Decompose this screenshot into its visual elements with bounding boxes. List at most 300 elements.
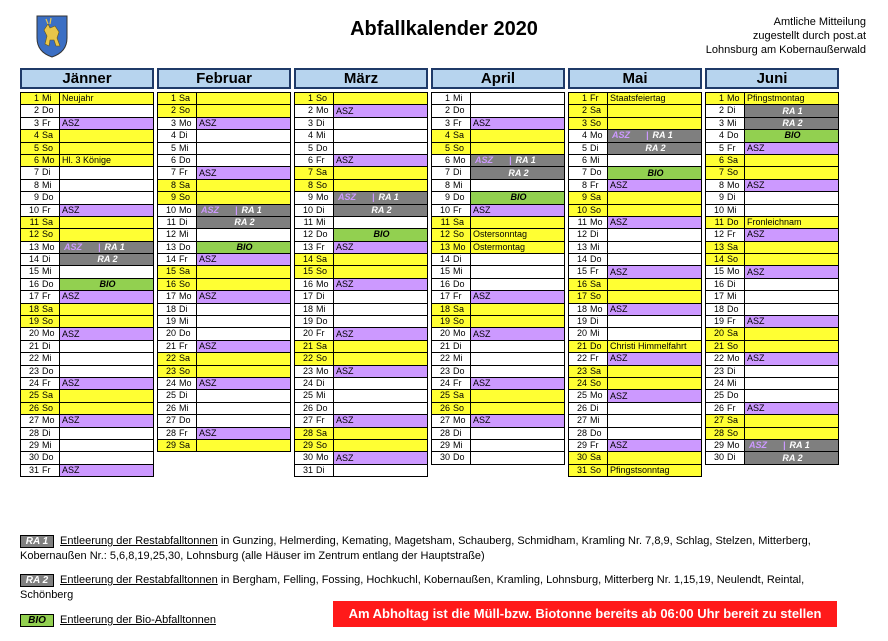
day-row <box>705 290 839 303</box>
event-empty <box>470 217 564 228</box>
event-empty <box>333 217 427 228</box>
day-number: 11 <box>714 216 724 227</box>
day-number: 16 <box>302 278 313 289</box>
event-empty <box>333 93 427 104</box>
day-row <box>294 427 428 440</box>
day-number: 28 <box>576 427 587 438</box>
day-number: 10 <box>28 204 39 215</box>
weekday: Mo <box>316 365 329 376</box>
weekday: Do <box>590 254 602 265</box>
weekday: Sa <box>727 241 739 252</box>
weekday: Do <box>727 303 739 314</box>
weekday: Do <box>179 415 191 426</box>
weekday: Di <box>42 167 51 178</box>
event-asz-label: ASZ <box>60 242 98 253</box>
weekday: Do <box>316 142 328 153</box>
weekday: Mi <box>316 390 326 401</box>
weekday: So <box>42 142 54 153</box>
event-ra: RA 2 <box>59 254 153 265</box>
day-number: 21 <box>28 340 39 351</box>
day-number: 27 <box>165 415 176 426</box>
day-row <box>431 191 565 204</box>
weekday: Fr <box>42 377 51 388</box>
weekday: Sa <box>316 254 328 265</box>
day-row <box>431 253 565 266</box>
weekday: Fr <box>590 266 599 277</box>
legend-bio <box>20 613 216 628</box>
day-row <box>20 265 154 278</box>
event-ra: RA 2 <box>196 217 290 228</box>
day-row <box>157 204 291 217</box>
event-empty <box>470 366 564 377</box>
weekday: Sa <box>179 179 191 190</box>
event-empty <box>607 118 701 129</box>
weekday: Do <box>179 154 191 165</box>
day-number: 31 <box>28 464 39 475</box>
event-combo <box>333 192 427 203</box>
day-number: 10 <box>576 204 587 215</box>
event-empty <box>59 167 153 178</box>
weekday: Di <box>453 254 462 265</box>
event-empty <box>196 180 290 191</box>
event-empty <box>470 279 564 290</box>
calendar-grid <box>20 68 855 510</box>
event-ra: RA 1 <box>744 105 838 116</box>
weekday: Sa <box>316 427 328 438</box>
month-column <box>157 68 291 452</box>
day-row <box>705 216 839 229</box>
weekday: So <box>179 278 191 289</box>
day-row <box>20 216 154 229</box>
day-number: 3 <box>307 117 313 128</box>
day-number: 18 <box>713 303 724 314</box>
day-number: 23 <box>28 365 39 376</box>
day-number: 15 <box>576 266 587 277</box>
day-number: 16 <box>165 278 176 289</box>
day-number: 15 <box>28 266 39 277</box>
weekday: Fr <box>453 377 462 388</box>
day-number: 8 <box>718 179 724 190</box>
day-row <box>568 129 702 142</box>
day-row <box>294 315 428 328</box>
event-empty <box>744 428 838 439</box>
weekday: So <box>453 229 465 240</box>
event-empty <box>196 279 290 290</box>
day-row <box>705 315 839 328</box>
weekday: So <box>316 353 328 364</box>
day-row <box>294 179 428 192</box>
day-number: 4 <box>33 130 39 141</box>
event-empty <box>196 266 290 277</box>
day-number: 17 <box>302 291 313 302</box>
event-hol: Christi Himmelfahrt <box>607 341 701 352</box>
day-row <box>568 464 702 477</box>
day-number: 2 <box>33 105 39 116</box>
event-empty <box>196 130 290 141</box>
event-empty <box>196 143 290 154</box>
weekday: Fr <box>316 328 325 339</box>
event-empty <box>333 167 427 178</box>
event-asz: ASZ <box>744 229 838 240</box>
day-number: 12 <box>713 229 724 240</box>
day-row <box>568 303 702 316</box>
day-row <box>294 104 428 117</box>
legend-title: Entleerung der Restabfalltonnen <box>60 574 218 586</box>
day-number: 28 <box>439 427 450 438</box>
event-empty <box>744 291 838 302</box>
event-hol: Hl. 3 Könige <box>59 155 153 166</box>
event-hol: Ostersonntag <box>470 229 564 240</box>
weekday: Mi <box>590 154 600 165</box>
weekday: Sa <box>42 216 54 227</box>
day-number: 21 <box>165 340 176 351</box>
event-empty <box>59 180 153 191</box>
weekday: So <box>727 427 739 438</box>
day-row <box>20 352 154 365</box>
day-number: 13 <box>165 241 176 252</box>
day-number: 1 <box>307 93 313 103</box>
weekday: Mi <box>42 353 52 364</box>
legend-ra1 <box>20 534 811 564</box>
event-asz: ASZ <box>333 105 427 116</box>
day-number: 13 <box>439 241 450 252</box>
day-number: 27 <box>28 415 39 426</box>
day-row <box>294 303 428 316</box>
day-row <box>705 427 839 440</box>
day-row <box>157 352 291 365</box>
event-asz: ASZ <box>196 428 290 439</box>
event-hol: Neujahr <box>59 93 153 104</box>
day-number: 4 <box>444 130 450 141</box>
weekday: So <box>179 192 191 203</box>
day-number: 8 <box>444 179 450 190</box>
weekday: Mo <box>316 452 329 463</box>
event-asz-label: ASZ <box>608 130 646 141</box>
day-row <box>568 179 702 192</box>
day-row <box>157 402 291 415</box>
weekday: Mi <box>453 179 463 190</box>
day-row <box>157 228 291 241</box>
event-empty <box>607 452 701 463</box>
day-row <box>20 340 154 353</box>
event-bio: BIO <box>470 192 564 203</box>
day-number: 29 <box>576 439 587 450</box>
day-number: 5 <box>581 142 587 153</box>
day-row <box>431 92 565 105</box>
weekday: Fr <box>179 427 188 438</box>
day-number: 5 <box>170 142 176 153</box>
day-row <box>20 191 154 204</box>
event-empty <box>470 143 564 154</box>
weekday: So <box>316 439 328 450</box>
day-row <box>705 402 839 415</box>
weekday: Sa <box>590 105 602 116</box>
event-empty <box>470 440 564 451</box>
day-row <box>157 129 291 142</box>
weekday: Do <box>453 278 465 289</box>
legend-title: Entleerung der Bio-Abfalltonnen <box>60 614 216 626</box>
day-number: 9 <box>581 192 587 203</box>
day-row <box>294 327 428 340</box>
day-row <box>20 179 154 192</box>
day-row <box>705 191 839 204</box>
day-number: 4 <box>718 130 724 141</box>
day-row <box>705 377 839 390</box>
event-asz: ASZ <box>333 366 427 377</box>
separator: | <box>98 241 101 252</box>
event-asz: ASZ <box>196 167 290 178</box>
event-asz: ASZ <box>607 217 701 228</box>
day-row <box>568 439 702 452</box>
day-row <box>157 414 291 427</box>
day-row <box>568 117 702 130</box>
day-row <box>157 216 291 229</box>
day-number: 20 <box>302 328 313 339</box>
day-number: 17 <box>439 291 450 302</box>
separator: | <box>372 192 375 203</box>
day-row <box>294 117 428 130</box>
day-row <box>431 278 565 291</box>
event-asz: ASZ <box>470 415 564 426</box>
weekday: Do <box>42 452 54 463</box>
day-row <box>431 228 565 241</box>
day-row <box>294 241 428 254</box>
weekday: Di <box>316 204 325 215</box>
weekday: Sa <box>453 130 465 141</box>
weekday: Do <box>42 365 54 376</box>
event-empty <box>196 155 290 166</box>
event-asz: ASZ <box>333 452 427 463</box>
day-row <box>157 365 291 378</box>
month-column <box>431 68 565 465</box>
event-asz: ASZ <box>470 328 564 339</box>
day-number: 8 <box>307 179 313 190</box>
event-empty <box>59 192 153 203</box>
event-empty <box>607 155 701 166</box>
day-number: 6 <box>444 154 450 165</box>
weekday: Di <box>453 167 462 178</box>
day-row <box>20 104 154 117</box>
legend-title: Entleerung der Restabfalltonnen <box>60 535 218 547</box>
day-row <box>294 352 428 365</box>
day-row <box>157 327 291 340</box>
event-hol: Pfingstsonntag <box>607 465 701 476</box>
weekday: Mo <box>316 278 329 289</box>
day-row <box>431 303 565 316</box>
event-asz: ASZ <box>196 378 290 389</box>
day-number: 11 <box>166 216 176 227</box>
event-asz: ASZ <box>196 341 290 352</box>
day-number: 6 <box>33 154 39 165</box>
weekday: Di <box>727 278 736 289</box>
day-number: 25 <box>576 390 587 401</box>
day-number: 20 <box>165 328 176 339</box>
weekday: Mi <box>727 291 737 302</box>
day-number: 11 <box>577 216 587 227</box>
day-row <box>705 327 839 340</box>
day-number: 11 <box>440 216 450 227</box>
day-row <box>294 204 428 217</box>
day-number: 8 <box>33 179 39 190</box>
weekday: Mo <box>42 154 55 165</box>
event-empty <box>744 242 838 253</box>
weekday: Mo <box>727 93 740 103</box>
day-row <box>705 104 839 117</box>
day-number: 13 <box>576 241 587 252</box>
day-row <box>705 451 839 464</box>
event-empty <box>470 304 564 315</box>
weekday: Do <box>179 241 191 252</box>
day-number: 7 <box>581 167 587 178</box>
event-asz-label: ASZ <box>334 192 372 203</box>
day-number: 6 <box>307 154 313 165</box>
day-row <box>157 253 291 266</box>
weekday: Sa <box>316 167 328 178</box>
weekday: Mi <box>179 316 189 327</box>
day-number: 21 <box>576 340 587 351</box>
day-row <box>20 92 154 105</box>
event-ra: RA 2 <box>333 205 427 216</box>
day-row <box>157 117 291 130</box>
event-asz: ASZ <box>196 254 290 265</box>
weekday: Mi <box>316 303 326 314</box>
day-number: 4 <box>170 130 176 141</box>
day-number: 9 <box>33 192 39 203</box>
event-empty <box>333 316 427 327</box>
event-empty <box>59 390 153 401</box>
day-number: 18 <box>302 303 313 314</box>
day-number: 15 <box>165 266 176 277</box>
day-number: 14 <box>165 254 176 265</box>
weekday: Mo <box>179 291 192 302</box>
day-number: 15 <box>302 266 313 277</box>
day-row <box>431 204 565 217</box>
weekday: Mi <box>316 130 326 141</box>
event-empty <box>59 304 153 315</box>
day-number: 19 <box>439 316 450 327</box>
day-row <box>20 303 154 316</box>
month-header: Juni <box>705 68 839 89</box>
event-empty <box>333 465 427 476</box>
month-column <box>294 68 428 477</box>
day-row <box>568 427 702 440</box>
day-row <box>431 414 565 427</box>
day-number: 28 <box>28 427 39 438</box>
event-asz-label: ASZ <box>197 205 235 216</box>
day-number: 5 <box>307 142 313 153</box>
weekday: Mo <box>590 303 603 314</box>
day-row <box>431 427 565 440</box>
weekday: Mi <box>42 179 52 190</box>
event-empty <box>744 304 838 315</box>
day-row <box>568 340 702 353</box>
day-row <box>294 402 428 415</box>
day-number: 14 <box>713 254 724 265</box>
weekday: Di <box>316 377 325 388</box>
day-number: 22 <box>439 353 450 364</box>
weekday: Mo <box>42 328 55 339</box>
event-empty <box>470 316 564 327</box>
weekday: Fr <box>179 340 188 351</box>
weekday: Fr <box>179 167 188 178</box>
day-number: 15 <box>439 266 450 277</box>
day-row <box>568 191 702 204</box>
event-empty <box>607 192 701 203</box>
day-row <box>568 377 702 390</box>
event-ra: RA 2 <box>744 452 838 463</box>
weekday: So <box>42 402 54 413</box>
event-asz: ASZ <box>470 118 564 129</box>
event-empty <box>607 366 701 377</box>
day-number: 26 <box>576 402 587 413</box>
weekday: Mo <box>179 377 192 388</box>
header <box>0 0 888 64</box>
event-asz: ASZ <box>59 118 153 129</box>
day-row <box>294 340 428 353</box>
day-row <box>705 414 839 427</box>
day-row <box>431 439 565 452</box>
event-empty <box>59 403 153 414</box>
event-asz: ASZ <box>470 291 564 302</box>
day-row <box>568 278 702 291</box>
weekday: Sa <box>179 93 191 103</box>
weekday: Fr <box>42 291 51 302</box>
day-row <box>431 154 565 167</box>
weekday: Mi <box>179 229 189 240</box>
weekday: Fr <box>453 117 462 128</box>
day-number: 25 <box>302 390 313 401</box>
weekday: So <box>453 402 465 413</box>
day-row <box>431 142 565 155</box>
day-number: 17 <box>713 291 724 302</box>
weekday: So <box>727 340 739 351</box>
weekday: So <box>727 254 739 265</box>
weekday: Di <box>453 340 462 351</box>
event-bio: BIO <box>59 279 153 290</box>
event-empty <box>196 229 290 240</box>
day-number: 24 <box>713 377 724 388</box>
weekday: So <box>590 464 602 475</box>
day-row <box>294 377 428 390</box>
weekday: Sa <box>453 303 465 314</box>
day-row <box>705 142 839 155</box>
event-empty <box>59 366 153 377</box>
event-empty <box>333 180 427 191</box>
day-number: 25 <box>713 390 724 401</box>
day-number: 7 <box>444 167 450 178</box>
day-number: 9 <box>718 192 724 203</box>
event-empty <box>470 341 564 352</box>
weekday: Di <box>179 390 188 401</box>
event-empty <box>333 378 427 389</box>
month-header: Februar <box>157 68 291 89</box>
weekday: Di <box>727 105 736 116</box>
event-empty <box>59 266 153 277</box>
day-number: 19 <box>576 316 587 327</box>
weekday: Fr <box>42 117 51 128</box>
event-asz: ASZ <box>196 118 290 129</box>
day-number: 29 <box>713 439 724 450</box>
day-number: 8 <box>170 179 176 190</box>
day-number: 12 <box>28 229 39 240</box>
day-number: 23 <box>576 365 587 376</box>
day-row <box>294 253 428 266</box>
event-asz: ASZ <box>744 266 838 277</box>
day-number: 14 <box>439 254 450 265</box>
weekday: Sa <box>453 390 465 401</box>
day-row <box>431 340 565 353</box>
day-row <box>294 142 428 155</box>
